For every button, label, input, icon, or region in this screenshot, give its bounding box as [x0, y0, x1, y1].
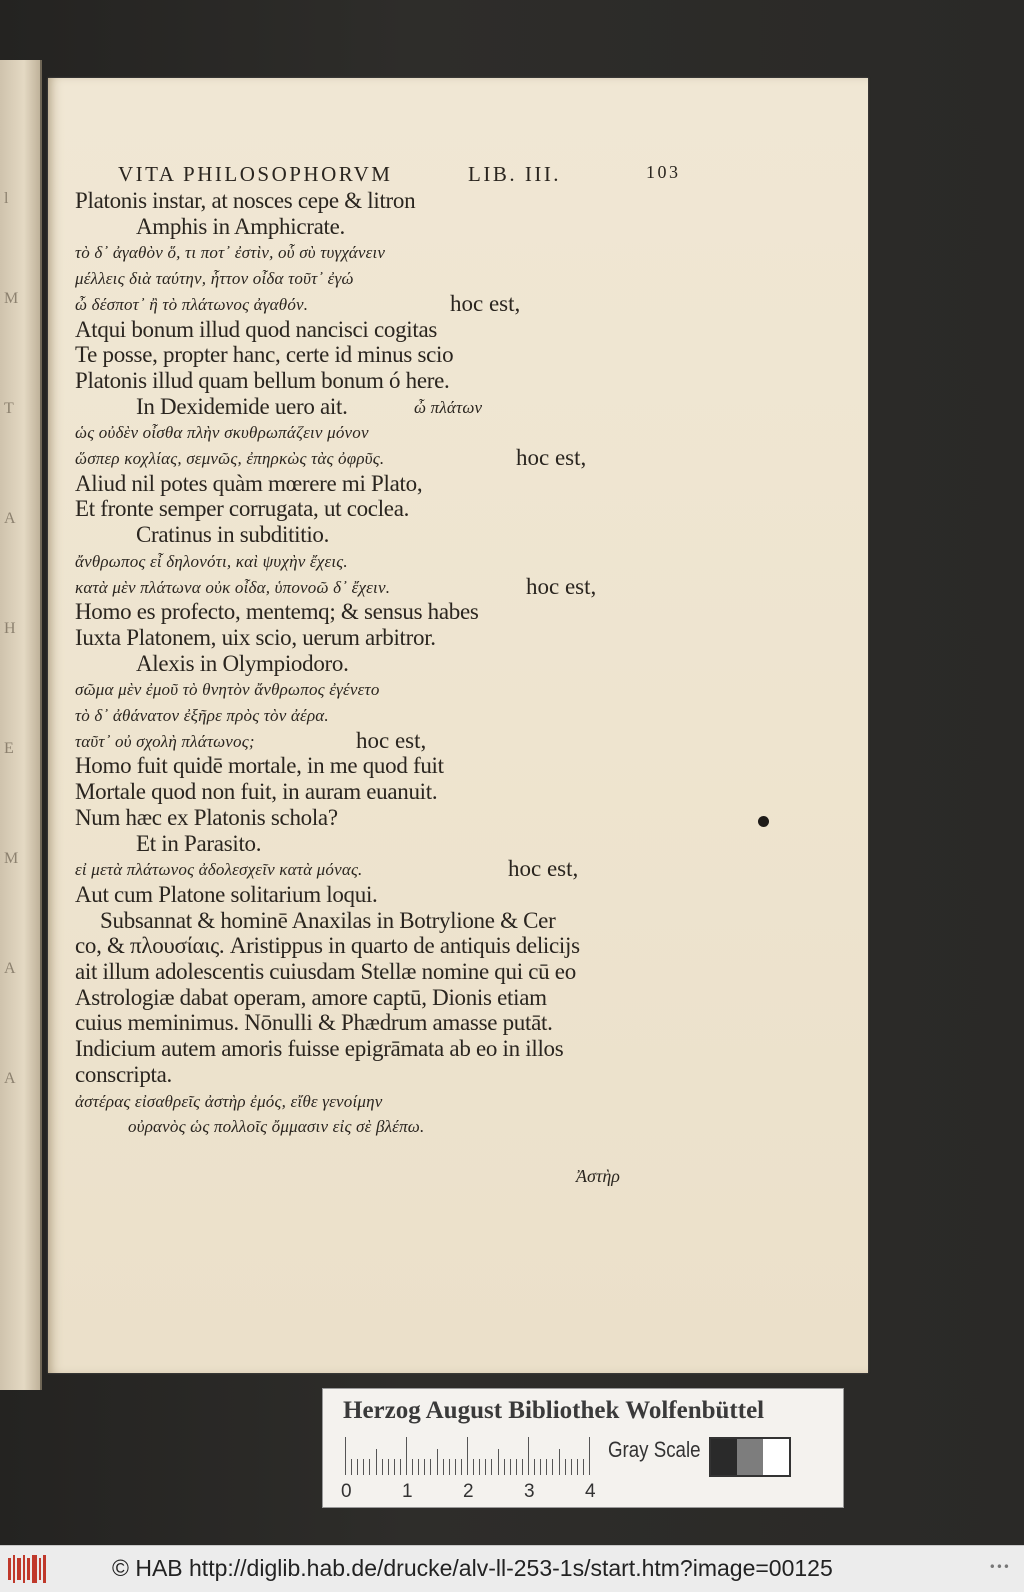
ruler-tick — [351, 1459, 352, 1475]
latin-text-line: Platonis instar, at nosces cepe & litron — [75, 188, 416, 213]
logo-bar — [13, 1555, 15, 1583]
greek-verse-line: τὸ δ᾽ ἀθάνατον ἐξῆρε πρὸς τὸν ἀέρα. — [75, 706, 329, 725]
ruler-number: 0 — [341, 1481, 352, 1502]
hoc-est-marker: hoc est, — [516, 445, 587, 470]
greek-verse-line: ὦ δέσποτ᾽ ἢ τὸ πλάτωνος ἀγαθόν. — [75, 294, 309, 314]
more-icon[interactable]: ••• — [988, 1560, 1010, 1574]
logo-bar — [27, 1558, 30, 1580]
ruler-tick — [376, 1449, 377, 1475]
greek-verse-line: ὥσπερ κοχλίας, σεμνῶς, ἐπηρκὼς τὰς ὀφρῦς. — [75, 449, 385, 468]
ruler-scale — [345, 1437, 585, 1475]
ruler-tick — [443, 1459, 444, 1475]
latin-text-line: Alexis in Olympiodoro. — [136, 650, 349, 676]
latin-text-line: Atqui bonum illud quod nancisci cogitas — [75, 316, 438, 342]
leaf-mark: l — [4, 190, 9, 207]
ruler-tick — [571, 1459, 572, 1475]
running-head — [118, 162, 681, 188]
latin-text-line: cuius meminimus. Nōnulli & Phædrum amasse putāt. — [75, 1010, 553, 1036]
latin-text-line: Et in Parasito. — [136, 830, 262, 856]
gray-patch — [763, 1439, 789, 1475]
latin-text-line: Homo fuit quidē mortale, in me quod fuit — [75, 753, 444, 779]
leaf-mark: A — [4, 510, 16, 527]
ruler-number: 3 — [524, 1481, 535, 1502]
hab-logo-icon — [8, 1555, 46, 1583]
latin-text-line: Subsannat & hominē Anaxilas in Botrylione & Cer — [100, 907, 556, 933]
logo-bar — [32, 1555, 37, 1583]
ruler-number: 4 — [585, 1481, 596, 1502]
ruler-tick — [504, 1459, 505, 1475]
color-scale-card — [322, 1388, 844, 1508]
running-head-book: LIB. III. — [468, 162, 562, 186]
ruler-tick — [461, 1459, 462, 1475]
ruler-tick — [552, 1459, 553, 1475]
logo-bar — [17, 1558, 21, 1580]
ruler-tick — [430, 1459, 431, 1475]
previous-leaf-edge — [0, 60, 42, 1390]
ruler-number: 2 — [463, 1481, 474, 1502]
latin-text-line: co, & πλουσίαις. Aristippus in quarto de antiquis delicijs — [75, 933, 580, 959]
logo-bar — [39, 1558, 41, 1580]
library-name: Herzog August Bibliothek Wolfenbüttel — [343, 1397, 765, 1424]
latin-text-line: Te posse, propter hanc, certe id minus scio — [75, 342, 454, 368]
ruler-tick — [491, 1459, 492, 1475]
greek-verse-line: ἄνθρωπος εἶ δηλονότι, καὶ ψυχὴν ἔχεις. — [75, 551, 348, 571]
leaf-mark: T — [4, 400, 14, 417]
ruler-tick — [559, 1449, 560, 1475]
ruler-tick — [382, 1459, 383, 1475]
ruler-tick — [467, 1437, 468, 1475]
ruler-tick — [498, 1449, 499, 1475]
latin-text-line: In Dexidemide uero ait. — [136, 393, 348, 419]
latin-text-line: Num hæc ex Platonis schola? — [75, 804, 338, 830]
copyright-url[interactable]: © HAB http://diglib.hab.de/drucke/alv-ll-253-1s/start.htm?image=00125 — [112, 1555, 833, 1581]
greek-verse-line: ὡς οὐδὲν οἶσθα πλὴν σκυθρωπάζειν μόνον — [75, 423, 369, 443]
ruler-tick — [589, 1437, 590, 1475]
ink-spot — [758, 816, 769, 827]
ruler-tick — [546, 1459, 547, 1475]
ruler-tick — [510, 1459, 511, 1475]
ruler-tick — [369, 1459, 370, 1475]
greek-verse-line: οὐρανὸς ὡς πολλοῖς ὄμμασιν εἰς σὲ βλέπω. — [128, 1117, 425, 1137]
latin-text-line: Aut cum Platone solitarium loqui. — [75, 881, 378, 907]
greek-verse-line: ἀστέρας εἰσαθρεῖς ἀστὴρ ἐμός, εἴθε γενοίμην — [75, 1091, 383, 1111]
ruler-tick — [418, 1459, 419, 1475]
latin-text-line: conscripta. — [75, 1061, 172, 1087]
hoc-est-marker: hoc est, — [356, 727, 427, 753]
greek-verse-line: κατὰ μὲν πλάτωνα οὐκ οἶδα, ὑπονοῶ δ᾽ ἔχειν. — [75, 577, 391, 597]
logo-bar — [23, 1555, 25, 1583]
leaf-mark: A — [4, 1070, 16, 1087]
leaf-mark: E — [4, 740, 14, 757]
ruler-tick — [357, 1459, 358, 1475]
latin-text-line: Et fronte semper corrugata, ut coclea. — [75, 496, 410, 522]
leaf-mark: M — [4, 850, 19, 867]
gray-scale-swatch — [709, 1437, 791, 1477]
ruler-number: 1 — [402, 1481, 413, 1502]
latin-text-line: ait illum adolescentis cuiusdam Stellæ nomine qui cū eo — [75, 959, 576, 984]
greek-verse-line: μέλλεις διὰ ταύτην, ἧττον οἶδα τοῦτ᾽ ἐγώ — [75, 269, 354, 289]
latin-text-line: Iuxta Platonem, uix scio, uerum arbitror. — [75, 624, 436, 650]
running-head-title: VITA PHILOSOPHORVM — [118, 162, 393, 186]
book-page — [48, 78, 868, 1373]
ruler-tick — [534, 1459, 535, 1475]
ruler-tick — [522, 1459, 523, 1475]
greek-inline-phrase: ὦ πλάτων — [414, 397, 483, 417]
ruler-tick — [485, 1459, 486, 1475]
ruler-tick — [406, 1437, 407, 1475]
ruler-tick — [473, 1459, 474, 1475]
latin-text-line: Astrologiæ dabat operam, amore captū, Dionis etiam — [75, 984, 547, 1010]
ruler-tick — [540, 1459, 541, 1475]
folio-number: 103 — [646, 162, 681, 182]
greek-verse-line: ταῦτ᾽ οὐ σχολὴ πλάτωνος; — [75, 731, 255, 751]
ruler-tick — [394, 1459, 395, 1475]
ruler-tick — [437, 1449, 438, 1475]
greek-verse-line: τὸ δ᾽ ἀγαθὸν ὅ, τι ποτ᾽ ἐστὶν, οὗ σὺ τυγχάνειν — [75, 243, 386, 263]
latin-text-line: Indicium autem amoris fuisse epigrāmata ab eo in illos — [75, 1036, 564, 1062]
ruler-tick — [449, 1459, 450, 1475]
leaf-mark: H — [4, 620, 16, 637]
hoc-est-marker: hoc est, — [508, 856, 579, 882]
gray-patch — [711, 1439, 737, 1475]
footer-bar — [0, 1545, 1024, 1592]
ruler-tick — [455, 1459, 456, 1475]
ruler-tick — [424, 1459, 425, 1475]
latin-text-line: Amphis in Amphicrate. — [136, 213, 345, 239]
logo-bar — [43, 1555, 46, 1583]
latin-text-line: Homo es profecto, mentemq; & sensus habes — [75, 599, 479, 625]
ruler-tick — [528, 1437, 529, 1475]
latin-text-line: Platonis illud quam bellum bonum ó here. — [75, 367, 450, 393]
ruler-tick — [400, 1459, 401, 1475]
ruler-tick — [516, 1459, 517, 1475]
ruler-tick — [363, 1459, 364, 1475]
ruler-tick — [583, 1459, 584, 1475]
hoc-est-marker: hoc est, — [526, 573, 597, 599]
hoc-est-marker: hoc est, — [450, 290, 521, 316]
gray-scale-label: Gray Scale — [608, 1437, 701, 1462]
gray-patch — [737, 1439, 763, 1475]
greek-verse-line: εἰ μετὰ πλάτωνος ἀδολεσχεῖν κατὰ μόνας. — [75, 860, 363, 880]
latin-text-line: Cratinus in subdititio. — [136, 522, 330, 548]
ruler-tick — [479, 1459, 480, 1475]
ruler-tick — [388, 1459, 389, 1475]
ruler-tick — [345, 1437, 346, 1475]
leaf-mark: A — [4, 960, 16, 977]
logo-bar — [8, 1558, 11, 1580]
ruler-tick — [412, 1459, 413, 1475]
ruler-tick — [565, 1459, 566, 1475]
leaf-mark: M — [4, 290, 19, 307]
greek-verse-line: σῶμα μὲν ἐμοῦ τὸ θνητὸν ἄνθρωπος ἐγένετο — [75, 680, 380, 700]
latin-text-line: Mortale quod non fuit, in auram euanuit. — [75, 779, 438, 805]
catchword: Ἀστὴρ — [576, 1166, 620, 1186]
latin-text-line: Aliud nil potes quàm mœrere mi Plato, — [75, 470, 423, 496]
ruler-tick — [577, 1459, 578, 1475]
